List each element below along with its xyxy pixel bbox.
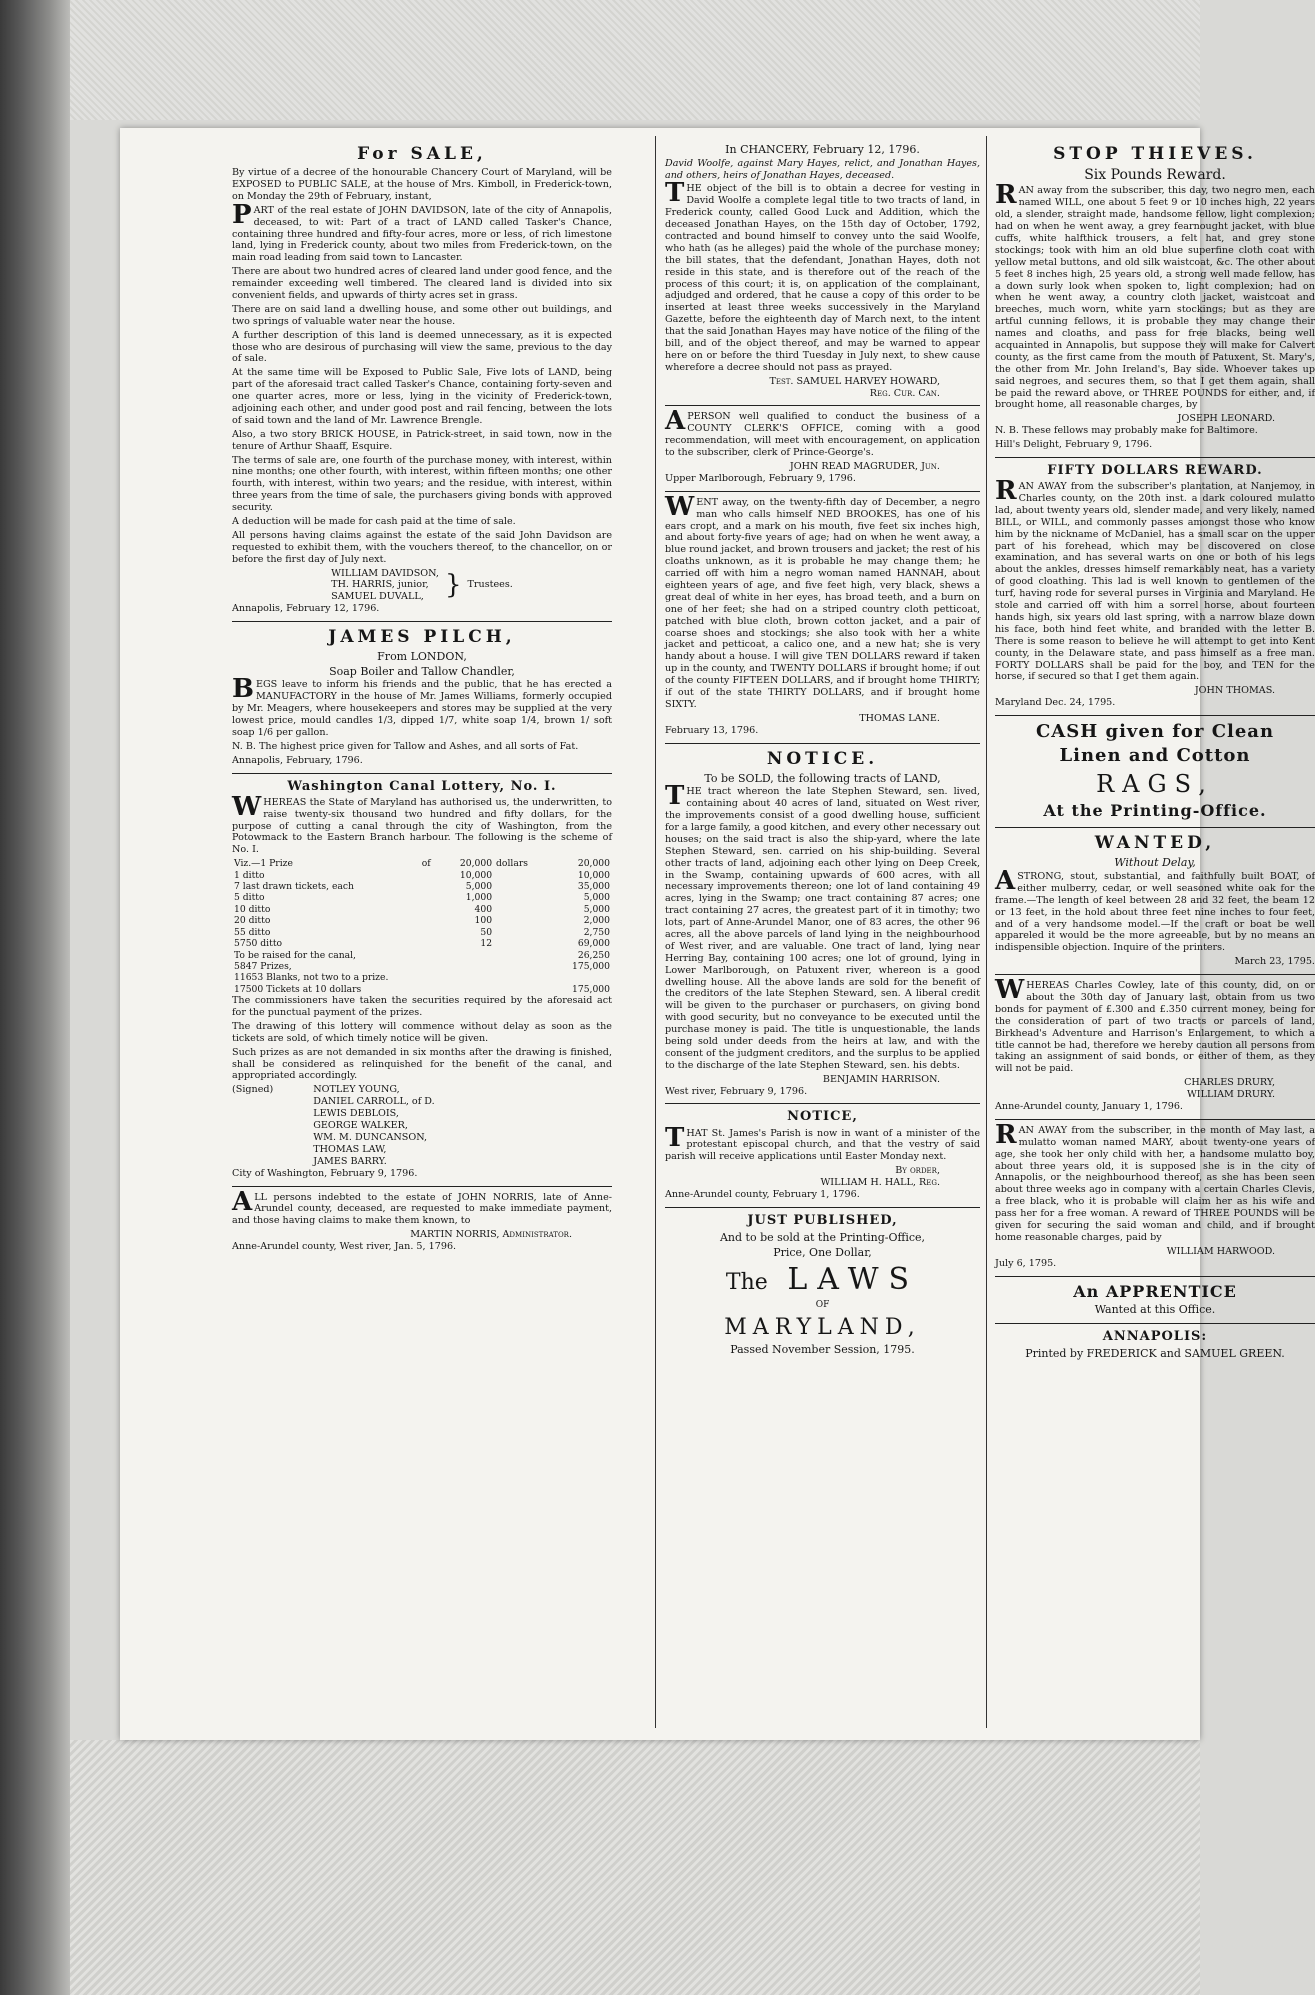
drury-signature: WILLIAM DRURY. xyxy=(1186,1089,1275,1101)
wanted-heading: WANTED, xyxy=(1094,833,1216,854)
lottery-scheme-row: 20 ditto 100 2,000 xyxy=(234,915,610,927)
lottery-heading: Washington Canal Lottery, No. I. xyxy=(287,778,557,794)
drury-dateline: Anne-Arundel county, January 1, 1796. xyxy=(995,1101,1183,1112)
chancery-notice xyxy=(665,143,980,399)
clerk-body: APERSON well qualified to conduct the business of a COUNTY CLERK'S OFFICE, coming with a good recommendation, will meet with encouragement, on application to the subscriber, clerk of Prince-George's. xyxy=(665,406,980,459)
laws-session: Passed November Session, 1795. xyxy=(730,1342,915,1356)
fifty-dateline: Maryland Dec. 24, 1795. xyxy=(995,697,1116,709)
clerk-signature: JOHN READ MAGRUDER, Jun. xyxy=(789,461,940,472)
laws-title: The LAWS xyxy=(725,1262,920,1298)
lottery-scheme-row: 10 ditto 400 5,000 xyxy=(234,903,610,915)
imprint-printers: Printed by FREDERICK and SAMUEL GREEN. xyxy=(1025,1347,1285,1361)
parish-order: By order, xyxy=(895,1165,940,1177)
cash-line: At the Printing-Office. xyxy=(1043,801,1267,821)
trustee-name: WILLIAM DAVIDSON, xyxy=(331,567,439,579)
newspaper-page xyxy=(120,128,1315,1740)
fifty-dollars-advertisement xyxy=(995,463,1315,709)
pilch-advertisement xyxy=(232,627,612,767)
thieves-advertisement xyxy=(995,144,1315,451)
lottery-paragraph: Such prizes as are not demanded in six months after the drawing is finished, shall be considered as relinquished for the benefit of the canal, and appropriated accordingly. xyxy=(232,1046,612,1082)
lane-dateline: February 13, 1796. xyxy=(665,724,759,736)
separator xyxy=(995,715,1315,716)
separator xyxy=(232,1186,612,1187)
sale-dateline: Annapolis, February 12, 1796. xyxy=(232,603,380,615)
scan-background-bottom xyxy=(70,1740,1200,1995)
drury-signature: CHARLES DRURY, xyxy=(1184,1077,1275,1089)
chancery-body: THE object of the bill is to obtain a decree for vesting in David Woolfe a complete legal title to two tracts of land, in Frederick county, called Good Luck and Addition, which the deceased Jonathan Hayes, on the 15th day of October, 1792, contracted and bound himself to convey unto the said Woolfe, who hath (as he alleges) paid the whole of the purchase money; the bill states, that the defendant, Jonathan Hayes, doth not reside in this state, and is therefore out of the reach of the process of this court; it is, on application of the complainant, adjudged and ordered, that he cause a copy of this order to be inserted at least three weeks successively in the Maryland Gazette, before the eighteenth day of March next, to the intent that the said Jonathan Hayes may have notice of the filing of the bill, and of the object thereof, and may be warned to appear here on or before the third Tuesday in July next, to shew cause wherefore a decree should not pass as prayed. xyxy=(665,178,980,373)
sale-heading: For SALE, xyxy=(357,144,487,164)
parish-body: THAT St. James's Parish is now in want of a minister of the protestant episcopal church, and that the vestry of said parish will receive applications until Easter Monday next. xyxy=(665,1122,980,1163)
land-notice xyxy=(665,749,980,1098)
lottery-paragraph: The commissioners have taken the securities required by the aforesaid act for the punctual payment of the prizes. xyxy=(232,995,612,1019)
harwood-dateline: July 6, 1795. xyxy=(995,1257,1057,1269)
sale-paragraph: At the same time will be Exposed to Public Sale, Five lots of LAND, being part of the aforesaid tract called Tasker's Chance, containing forty-seven and one quarter acres, more or less, lying in the vicinity of Frederick-town, adjoining each other, and under good post and rail fencing, between the lots of said town and the land of Mr. Lawrence Brengle. xyxy=(232,367,612,426)
norris-notice xyxy=(232,1186,612,1253)
lottery-raised-row: To be raised for the canal, 26,250 xyxy=(234,949,610,961)
trustee-name: SAMUEL DUVALL, xyxy=(331,591,424,603)
imprint xyxy=(995,1329,1315,1361)
clerk-dateline: Upper Marlborough, February 9, 1796. xyxy=(665,472,856,484)
column-2 xyxy=(665,142,980,1730)
lottery-body: WHEREAS the State of Maryland has authorised us, the underwritten, to raise twenty-six thousand two hundred and fifty dollars, for the purpose of cutting a canal through the city of Washington, from the Potowmack to the Eastern Branch harbour. The following is the scheme of No. I. xyxy=(232,791,612,856)
harwood-signature: WILLIAM HARWOOD. xyxy=(1166,1245,1275,1257)
wanted-sub: Without Delay, xyxy=(1114,856,1196,870)
lottery-scheme-row: Viz.—1 Prize of 20,000 dollars 20,000 xyxy=(234,858,610,870)
cash-rags-advertisement xyxy=(995,721,1315,821)
column-rule-1 xyxy=(655,136,656,1728)
sale-advertisement xyxy=(232,144,612,615)
chancery-test: Test. SAMUEL HARVEY HOWARD, xyxy=(769,375,940,387)
scan-background-top xyxy=(70,0,1200,120)
lottery-scheme-row: 5 ditto 1,000 5,000 xyxy=(234,892,610,904)
brace-glyph: } xyxy=(444,570,462,601)
signer-name: NOTLEY YOUNG, xyxy=(313,1084,400,1096)
laws-sub: And to be sold at the Printing-Office, xyxy=(719,1231,926,1245)
fifty-signature: JOHN THOMAS. xyxy=(1194,685,1275,697)
sale-intro: By virtue of a decree of the honourable Chancery Court of Maryland, will be EXPOSED to PUBLIC SALE, at the house of Mrs. Kimboll, in Frederick-town, on Monday the 29th of February, instant, xyxy=(232,167,612,202)
laws-heading: JUST PUBLISHED, xyxy=(747,1212,898,1228)
harwood-body: RAN AWAY from the subscriber, in the month of May last, a mulatto woman named MARY, about twenty-one years of age, she took her only child with her, a handsome mulatto boy, about three years old, it is supposed she is in the city of Annapolis, or the neighbourhood thereof, as she has been seen about three weeks ago in company with a certain Charles Clevis, a free black, who it is probable will claim her as his wife and pass her for a free woman. A reward of THREE POUNDS will be given for securing the said woman and child, and if brought home reasonable charges, paid by xyxy=(995,1119,1315,1243)
column-1 xyxy=(232,142,612,1730)
lottery-scheme-row: 1 ditto 10,000 10,000 xyxy=(234,869,610,881)
apprentice-heading: An APPRENTICE xyxy=(1073,1281,1237,1301)
trustees-block xyxy=(232,568,612,604)
lane-signature: THOMAS LANE. xyxy=(859,712,940,724)
separator xyxy=(995,1119,1315,1120)
fifty-body: RAN AWAY from the subscriber's plantation, at Nanjemoy, in Charles county, on the 20th inst. a dark coloured mulatto lad, about twenty years old, slender made, and very likely, named BILL, or WILL, and commonly passes amongst those who know him by the nickname of McDaniel, has a small scar on the upper part of his forehead, which may be discovered on close examination, and has several warts on one or both of his legs about the ankles, dresses himself remarkably neat, has a variety of good cloathing. This lad is well known to gentlemen of the turf, having rode for several purses in Virginia and Maryland. He stole and carried off with him a sorrel horse, about fourteen hands high, six years old last spring, with a narrow blaze down his face, both hind feet white, and branded with the letter B. There is some reason to believe he will attempt to get into Kent county, in the Delaware state, and pass himself as a free man. FORTY DOLLARS shall be paid for the boy, and TEN for the horse, if secured so that I get them again. xyxy=(995,476,1315,683)
signer-name: GEORGE WALKER, xyxy=(313,1120,408,1132)
separator xyxy=(995,1276,1315,1277)
sale-paragraph: A deduction will be made for cash paid at the time of sale. xyxy=(232,516,516,528)
separator xyxy=(995,1323,1315,1324)
thieves-sub: Six Pounds Reward. xyxy=(1084,167,1226,184)
sale-paragraph: There are on said land a dwelling house, and some other out buildings, and two springs of valuable water near the house. xyxy=(232,303,612,327)
book-binding-edge xyxy=(0,0,70,1995)
wanted-advertisement xyxy=(995,833,1315,968)
trustee-name: TH. HARRIS, junior, xyxy=(331,579,429,591)
separator xyxy=(995,974,1315,975)
column-rule-2 xyxy=(986,136,987,1728)
separator xyxy=(995,827,1315,828)
notice-body: THE tract whereon the late Stephen Steward, sen. lived, containing about 40 acres of land, situated on West river, the improvements consist of a good dwelling house, sufficient for a large family, a good kitchen, and every other necessary out houses; on the said tract is also the ship-yard, where the late Stephen Steward, sen. carried on his ship-building. Several other tracts of land, adjoining each other lying on Deep Creek, in the Swamp, containing upwards of 600 acres, with all necessary improvements thereon; one lot of land containing 49 acres, lying in the Swamp; one tract containing 87 acres; one tract containing 27 acres, the greatest part of it in timothy; two lots, part of Anne-Arundel Manor, one of 83 acres, the other 96 acres, all the above parcels of land lying in the neighbourhood of West river, and are valuable. One tract of land, lying near Herring Bay, containing 100 acres; one lot of ground, lying in Lower Marlborough, on Patuxent river, whereon is a good dwelling house. All the above lands are sold for the benefit of the creditors of the late Stephen Steward, sen. A liberal credit will be given to the purchaser or purchasers, on giving bond with good security, but no conveyance to be executed until the purchase money is paid. The title is unquestionable, the lands being sold under deeds from the heirs at law, and with the consent of the judgment creditors, and the surplus to be applied to the discharge of the late Stephen Steward, sen. his debts. xyxy=(665,781,980,1071)
sale-paragraph: There are about two hundred acres of cleared land under good fence, and the remainder exceeding well timbered. The cleared land is divided into six convenient fields, and upwards of thirty acres set in grass. xyxy=(232,266,612,301)
sale-paragraph: A further description of this land is deemed unnecessary, as it is expected those who are desirous of purchasing will view the same, previous to the day of sale. xyxy=(232,329,612,365)
apprentice-advertisement xyxy=(995,1282,1315,1317)
separator xyxy=(232,773,612,774)
pilch-nb: N. B. The highest price given for Tallow and Ashes, and all sorts of Fat. xyxy=(232,740,579,752)
cash-line: Linen and Cotton xyxy=(1059,745,1251,767)
laws-advertisement xyxy=(665,1213,980,1357)
pilch-trade: Soap Boiler and Tallow Chandler, xyxy=(329,664,515,678)
drury-notice xyxy=(995,975,1315,1113)
thieves-signature: JOSEPH LEONARD. xyxy=(1177,413,1275,425)
laws-state: MARYLAND, xyxy=(724,1314,921,1340)
lottery-prizes-row: 5847 Prizes, 175,000 xyxy=(234,960,610,972)
lottery-scheme-row: 7 last drawn tickets, each 5,000 35,000 xyxy=(234,881,610,893)
norris-body: ALL persons indebted to the estate of JOHN NORRIS, late of Anne-Arundel county, deceased, are requested to make immediate payment, and those having claims to make them known, to xyxy=(232,1186,612,1227)
separator xyxy=(232,621,612,622)
chancery-heading: In CHANCERY, February 12, 1796. xyxy=(725,143,920,156)
lane-body: WENT away, on the twenty-fifth day of December, a negro man who calls himself NED BROOKES, has one of his ears cropt, and a mark on his mouth, five feet six inches high, and about forty-five years of age; had on when he went away, a blue round jacket, and brown trousers and jacket; the rest of his cloaths unknown, as it is probable he may change them; he carried off with him a negro woman named HANNAH, about eighteen years of age, and five feet high, very black, shews a great deal of white in her eyes, has broad teeth, and a burn on one of her feet; she had on a striped country cloth petticoat, patched with blue cloth, brown cotton jacket, and a pair of coarse shoes and stockings; she also took with her a white jacket and petticoat, a calico one, and a new hat; she is very handy about a house. I will give TEN DOLLARS reward if taken up in the county, and TWENTY DOLLARS if brought home; if out of the county FIFTEEN DOLLARS, and if brought home THIRTY; if out of the state THIRTY DOLLARS, and if brought home SIXTY. xyxy=(665,491,980,710)
norris-dateline: Anne-Arundel county, West river, Jan. 5, 1796. xyxy=(232,1241,457,1253)
thieves-nb: N. B. These fellows may probably make for Baltimore. xyxy=(995,425,1258,437)
clerk-advertisement xyxy=(665,406,980,484)
pilch-dateline: Annapolis, February, 1796. xyxy=(232,754,363,766)
lottery-blanks-row: 11653 Blanks, not two to a prize. xyxy=(234,972,389,984)
column-3 xyxy=(995,142,1315,1730)
signed-label: (Signed) xyxy=(232,1084,274,1096)
lottery-tickets-row: 17500 Tickets at 10 dollars 175,000 xyxy=(234,983,610,995)
parish-heading: NOTICE, xyxy=(787,1109,858,1125)
signer-name: WM. M. DUNCANSON, xyxy=(313,1131,428,1143)
thieves-body: RAN away from the subscriber, this day, two negro men, each named WILL, one about 5 feet 9 or 10 inches high, 22 years old, a slender, straight made, handsome fellow, light complexion; had on when he went away, a grey fearnought jacket, with blue cuffs, white halfthick trousers, a felt hat, and grey stone stockings; took with him an old blue superfine cloth coat with yellow metal buttons, and old silk waistcoat, &c. The other about 5 feet 8 inches high, 25 years old, a strong well made fellow, has a down surly look when spoken to, light complexion; had on when he went away, a country cloth jacket, waistcoat and breeches, much worn, white yarn stockings; but as they are artful cunning fellows, it is probable they may change their names and cloaths, and pass for free blacks, being well acquainted in Annapolis, but suppose they will make for Calvert county, as the first came from the mouth of Patuxent, St. Mary's, the other from Mr. John Ireland's, Bay side. Whoever takes up said negroes, and secures them, so that I get them again, shall be paid the reward above, or THREE POUNDS for either, and, if brought home, all reasonable charges, by xyxy=(995,180,1315,411)
parish-notice xyxy=(665,1109,980,1200)
signer-name: JAMES BARRY. xyxy=(313,1155,387,1167)
harwood-advertisement xyxy=(995,1119,1315,1270)
notice-subheading: To be SOLD, the following tracts of LAND, xyxy=(704,771,941,785)
pilch-name: JAMES PILCH, xyxy=(328,627,516,648)
thieves-dateline: Hill's Delight, February 9, 1796. xyxy=(995,439,1153,451)
separator xyxy=(665,491,980,492)
separator xyxy=(995,457,1315,458)
sale-paragraph: Also, a two story BRICK HOUSE, in Patrick-street, in said town, now in the tenure of Arthur Shaaff, Esquire. xyxy=(232,428,612,452)
separator xyxy=(665,1207,980,1208)
sale-paragraph: The terms of sale are, one fourth of the purchase money, with interest, within nine months; one other fourth, with interest, within fifteen months; one other fourth, with interest, within two years; and the residue, with interest, within three years from the time of sale, the purchasers giving bonds with approved security. xyxy=(232,454,612,514)
lottery-scheme-row: 55 ditto 50 2,750 xyxy=(234,926,610,938)
fifty-heading: FIFTY DOLLARS REWARD. xyxy=(1047,463,1263,479)
drury-body: WHEREAS Charles Cowley, late of this county, did, on or about the 30th day of January last, obtain from us two bonds for payment of £.300 and £.350 current money, being for the consideration of part of two tracts or parcels of land, Birkhead's Adventure and Harrison's Enlargement, to which a title cannot be had, therefore we hereby caution all persons from taking an assignment of said bonds, or either of them, as they will not be paid. xyxy=(995,975,1315,1075)
separator xyxy=(665,743,980,744)
wanted-dateline: March 23, 1795. xyxy=(1234,956,1315,968)
trustees-label: Trustees. xyxy=(467,579,513,591)
chancery-parties: David Woolfe, against Mary Hayes, relict, and Jonathan Hayes, and others, heirs of Jonathan Hayes, deceased. xyxy=(665,157,980,181)
signer-name: DANIEL CARROLL, of D. xyxy=(313,1096,435,1108)
signer-name: LEWIS DEBLOIS, xyxy=(313,1108,399,1120)
imprint-city: ANNAPOLIS: xyxy=(1102,1329,1208,1345)
cash-rags: RAGS, xyxy=(1096,769,1214,798)
separator xyxy=(665,1103,980,1104)
lottery-scheme-table xyxy=(232,858,612,995)
pilch-body: BEGS leave to inform his friends and the public, that he has erected a MANUFACTORY in the house of Mr. James Williams, formerly occupied by Mr. Meagers, where housekeepers and stores may be supplied at the very lowest price, mould candles 1/3, dipped 1/7, white soap 1/4, brown 1/ soft soap 1/6 per gallon. xyxy=(232,674,612,739)
wanted-body: ASTRONG, stout, substantial, and faithfully built BOAT, of either mulberry, cedar, or well seasoned white oak for the frame.—The length of keel between 28 and 32 feet, the beam 12 or 13 feet, in the hold about three feet nine inches to four feet, and of a very handsome model.—If the craft or boat be well appareled it would be the more agreeable, but by no means an indispensible objection. Inquire of the printers. xyxy=(995,865,1315,954)
lottery-paragraph: The drawing of this lottery will commence without delay as soon as the tickets are sold, of which timely notice will be given. xyxy=(232,1020,612,1044)
norris-signature: MARTIN NORRIS, Administrator. xyxy=(410,1229,572,1241)
lottery-dateline: City of Washington, February 9, 1796. xyxy=(232,1167,418,1179)
lane-advertisement xyxy=(665,491,980,737)
chancery-reg: Reg. Cur. Can. xyxy=(869,387,940,399)
cash-line: CASH given for Clean xyxy=(1035,721,1275,743)
laws-of: OF xyxy=(815,1300,830,1311)
notice-signature: BENJAMIN HARRISON. xyxy=(822,1073,940,1085)
sale-paragraph: PART of the real estate of JOHN DAVIDSON, late of the city of Annapolis, deceased, to wit: Part of a tract of LAND called Tasker's Chance, containing three hundred and fifty-four acres, more or less, of rich limestone land, lying in Frederick county, about two miles from Frederick-town, on the main road leading from said town to Lancaster. xyxy=(232,199,612,264)
thieves-heading: STOP THIEVES. xyxy=(1053,144,1257,164)
separator xyxy=(665,405,980,406)
notice-heading: NOTICE. xyxy=(766,748,879,769)
sale-paragraph: All persons having claims against the estate of the said John Davidson are requested to exhibit them, with the vouchers thereof, to the chancellor, on or before the first day of July next. xyxy=(232,529,612,565)
lottery-signatures xyxy=(232,1084,612,1167)
laws-price: Price, One Dollar, xyxy=(773,1245,872,1259)
parish-signature: WILLIAM H. HALL, Reg. xyxy=(820,1177,940,1189)
apprentice-sub: Wanted at this Office. xyxy=(1094,1303,1216,1317)
lottery-advertisement xyxy=(232,779,612,1180)
notice-dateline: West river, February 9, 1796. xyxy=(665,1085,808,1097)
pilch-from: From LONDON, xyxy=(377,650,467,664)
signer-name: THOMAS LAW, xyxy=(313,1143,387,1155)
parish-dateline: Anne-Arundel county, February 1, 1796. xyxy=(665,1189,860,1201)
signer-list xyxy=(313,1084,434,1167)
lottery-scheme-row: 5750 ditto 12 69,000 xyxy=(234,938,610,950)
